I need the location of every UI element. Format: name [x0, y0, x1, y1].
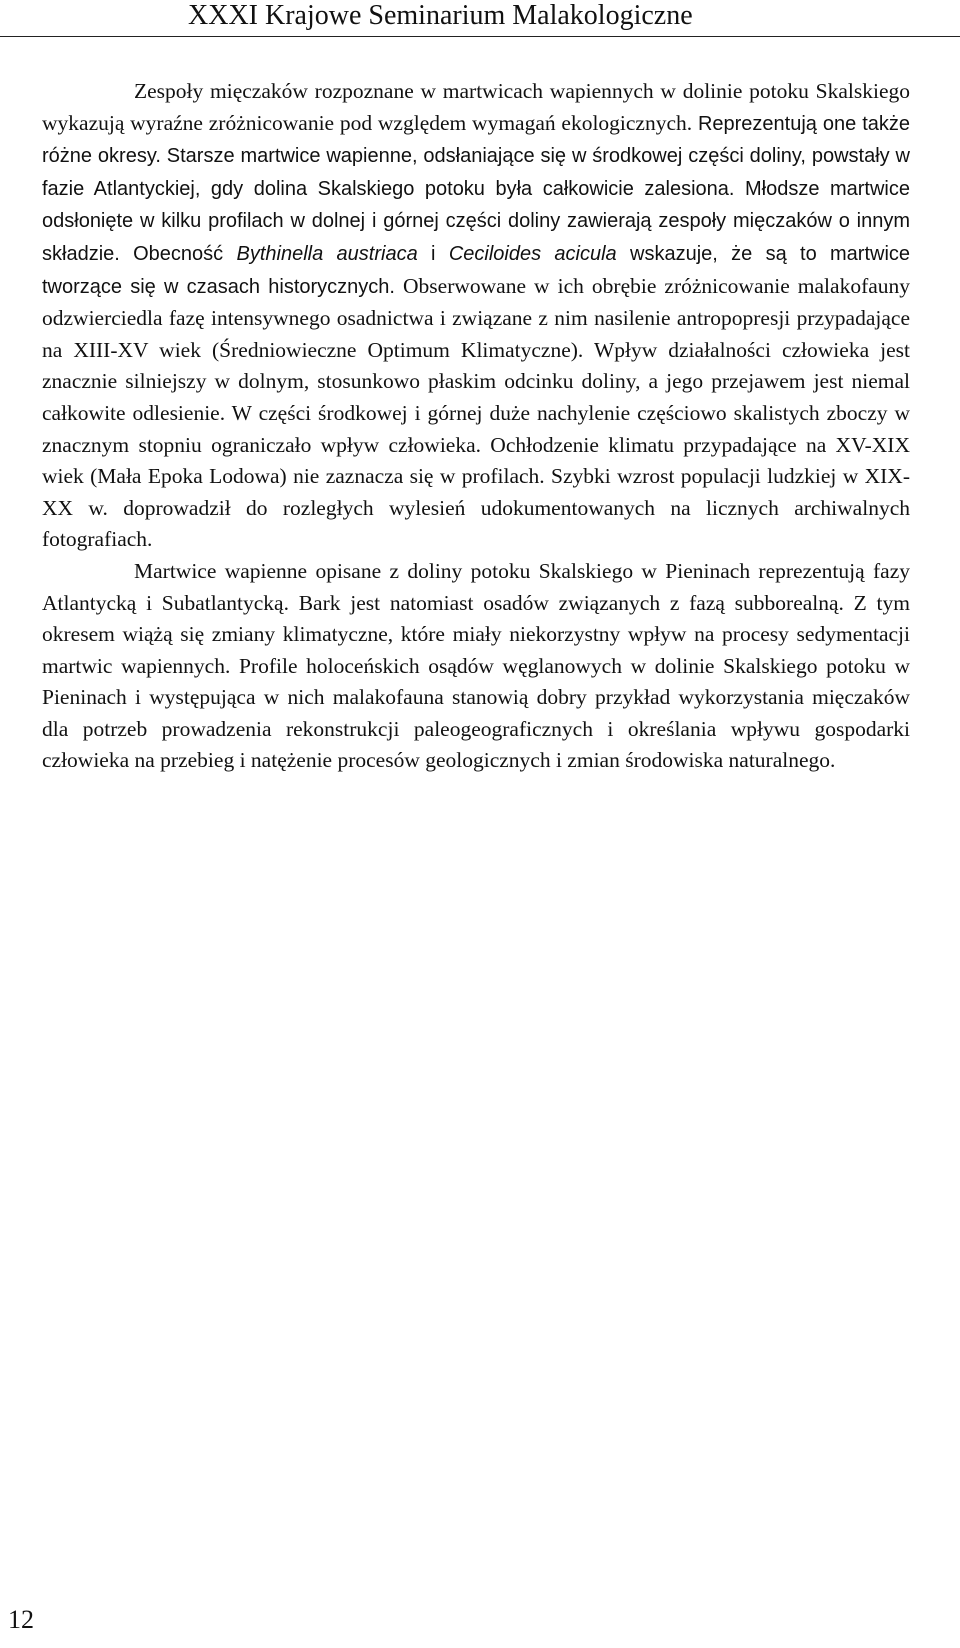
species-name-bythinella: Bythinella austriaca — [236, 242, 418, 265]
paragraph-1-sentence-4: Obserwowane w ich obrębie zróżnicowanie malakofauny odzwierciedla fazę intensywnego osadnictwa i związane z nim nasilenie antropopresji przypadające na XIII-XV wiek (Średniowieczne Optimum Klimatyczne). Wpływ działalności człowieka jest znacznie silniejszy w dolnym, stosunkowo płaskim odcinku doliny, a jego przejawem jest niemal całkowite odlesienie. W części środkowej i górnej duże nachylenie częściowo skalistych zboczy w znacznym stopniu ograniczało wpływ człowieka. Ochłodzenie klimatu przypadające na XV-XIX wiek (Mała Epoka Lodowa) nie zaznacza się w profilach. Szybki wzrost populacji ludzkiej w XIX-XX w. doprowadził do rozległych wylesień udokumentowanych na licznych archiwalnych fotografiach. — [42, 273, 911, 552]
paragraph-1 — [42, 76, 910, 556]
paragraph-1-sentence-2: Reprezentują one także różne okresy. Starsze martwice wapienne, odsłaniające się w środkowej części doliny, powstały w fazie Atlantyckiej, gdy dolina Skalskiego potoku była całkowicie zalesiona. Młodsze martwice odsłonięte w kilku profilach w dolnej i górnej części doliny zawierają zespoły mięczaków o innym składzie. Obecność — [42, 112, 910, 265]
body-text — [42, 76, 910, 777]
paragraph-1-sentence-3: wskazuje, że są to martwice tworzące się w czasach historycznych. — [42, 242, 911, 298]
running-header — [0, 0, 960, 37]
species-name-ceciloides: Ceciloides acicula — [448, 242, 617, 265]
header-title: XXXI Krajowe Seminarium Malakologiczne — [188, 0, 693, 31]
paragraph-1-sentence-1: Zespoły mięczaków rozpoznane w martwicach wapiennych w dolinie potoku Skalskiego wykazują wyraźne zróżnicowanie pod względem wymagań ekologicznych. — [42, 79, 910, 135]
paragraph-1-sans-section — [42, 113, 910, 298]
paragraph-2: Martwice wapienne opisane z doliny potoku Skalskiego w Pieninach reprezentują fazy Atlantycką i Subatlantycką. Bark jest natomiast osadów związanych z fazą subborealną. Z tym okresem wiążą się zmiany klimatyczne, które miały niekorzystny wpływ na procesy sedymentacji martwic wapiennych. Profile holoceńskich osądów węglanowych w dolinie Skalskiego potoku w Pieninach i występująca w nich malakofauna stanowią dobry przykład wykorzystania mięczaków dla potrzeb prowadzenia rekonstrukcji paleogeograficznych i określania wpływu gospodarki człowieka na przebieg i natężenie procesów geologicznych i zmian środowiska naturalnego. — [42, 558, 910, 773]
page-number: 12 — [8, 1605, 34, 1634]
conjunction: i — [431, 242, 436, 265]
